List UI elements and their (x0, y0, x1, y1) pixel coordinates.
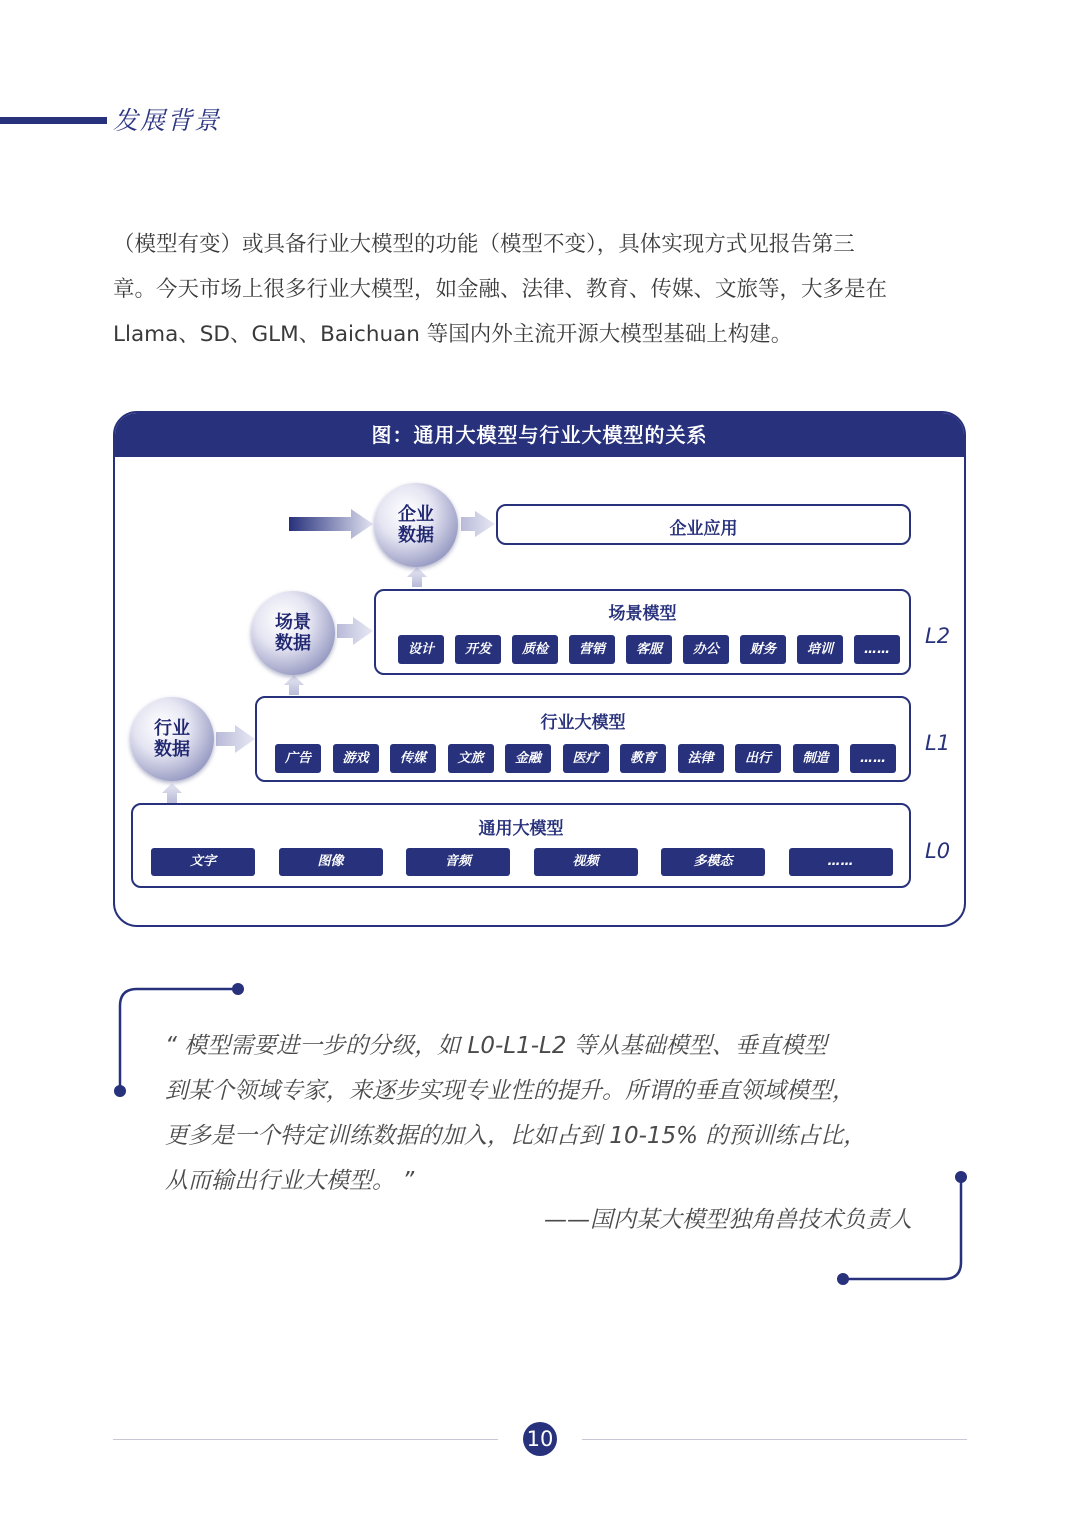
section-title: 发展背景 (113, 106, 222, 135)
chip: 开发 (455, 635, 501, 664)
quote-line: 更多是一个特定训练数据的加入，比如占到 10-15% 的预训练占比， (165, 1123, 867, 1149)
scene-data-label: 场景数据 (275, 612, 311, 654)
bracket-dot (232, 983, 244, 995)
level-label-l0: L0 (925, 839, 951, 863)
level-label-l1: L1 (925, 731, 951, 755)
chip: 培训 (797, 635, 843, 664)
chip: 金融 (505, 744, 551, 773)
paragraph-line: Llama、SD、GLM、Baichuan 等国内外主流开源大模型基础上构建。 (113, 322, 793, 347)
chip: 办公 (683, 635, 729, 664)
enterprise-app-label: 企业应用 (669, 519, 738, 539)
paragraph-line: （模型有变）或具备行业大模型的功能（模型不变），具体实现方式见报告第三 (113, 232, 855, 257)
chip: 文旅 (448, 744, 494, 773)
footer-rule-right (582, 1439, 967, 1440)
chip: 教育 (620, 744, 666, 773)
level-label-l2: L2 (925, 624, 951, 648)
chip: 传媒 (390, 744, 436, 773)
quote-attribution: ——国内某大模型独角兽技术负责人 (544, 1207, 912, 1233)
general-model-title: 通用大模型 (478, 819, 564, 839)
chip: 客服 (626, 635, 672, 664)
industry-data-label: 行业数据 (154, 718, 190, 760)
chip: 质检 (512, 635, 558, 664)
chip: 法律 (678, 744, 724, 773)
chip: 医疗 (563, 744, 609, 773)
quote-line: “ 模型需要进一步的分级，如 L0-L1-L2 等从基础模型、垂直模型 (165, 1033, 827, 1059)
scene-model-title: 场景模型 (608, 604, 677, 624)
chip: 音频 (406, 848, 510, 876)
page-number: 10 (523, 1422, 557, 1456)
chip: 设计 (398, 635, 444, 664)
figure-title: 图：通用大模型与行业大模型的关系 (115, 413, 964, 457)
bracket-dot (837, 1273, 849, 1285)
quote-line: 到某个领域专家，来逐步实现专业性的提升。所谓的垂直领域模型， (165, 1078, 855, 1104)
chip: …… (854, 635, 900, 664)
chip: …… (789, 848, 893, 876)
chip: 图像 (279, 848, 383, 876)
chip: 多模态 (661, 848, 765, 876)
chip: 制造 (793, 744, 839, 773)
bracket-dot (114, 1085, 126, 1097)
chip: 游戏 (333, 744, 379, 773)
industry-model-title: 行业大模型 (540, 713, 626, 733)
chip: 文字 (151, 848, 255, 876)
chip: 视频 (534, 848, 638, 876)
chip: 广告 (275, 744, 321, 773)
footer-rule-left (113, 1439, 498, 1440)
chip: 营销 (569, 635, 615, 664)
bracket-dot (955, 1171, 967, 1183)
chip: 财务 (740, 635, 786, 664)
enterprise-data-label: 企业数据 (398, 504, 434, 546)
quote-line: 从而输出行业大模型。 ” (165, 1168, 415, 1194)
paragraph-line: 章。今天市场上很多行业大模型，如金融、法律、教育、传媒、文旅等，大多是在 (113, 277, 888, 302)
expert-quote (165, 1024, 935, 1204)
chip: …… (850, 744, 896, 773)
chip: 出行 (735, 744, 781, 773)
